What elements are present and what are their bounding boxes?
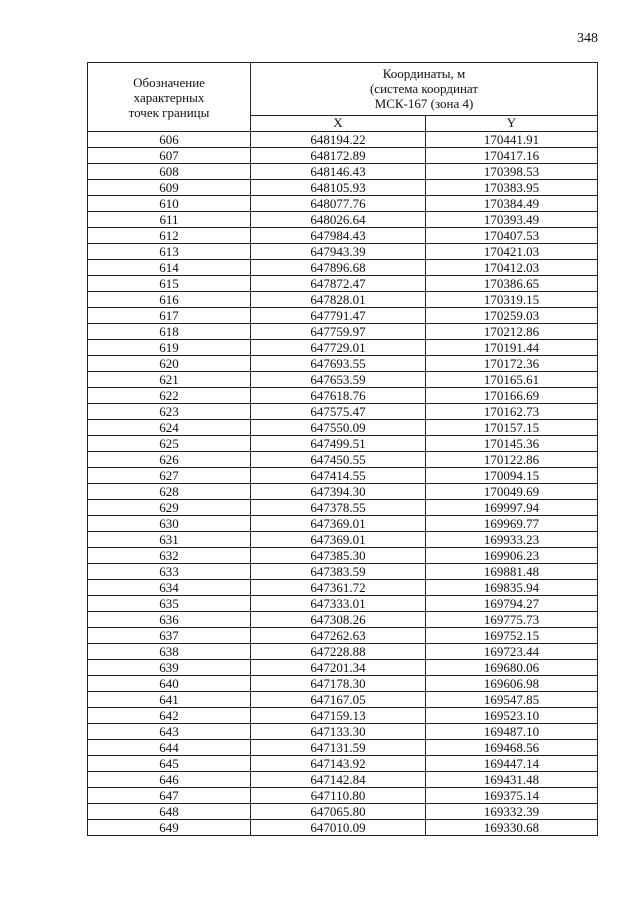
y-coordinate-cell: 169752.15 [426, 628, 598, 644]
point-id-cell: 607 [88, 148, 251, 164]
y-coordinate-cell: 170162.73 [426, 404, 598, 420]
point-id-cell: 608 [88, 164, 251, 180]
point-id-cell: 647 [88, 788, 251, 804]
x-coordinate-cell: 647618.76 [251, 388, 426, 404]
point-id-cell: 635 [88, 596, 251, 612]
y-coordinate-cell: 170386.65 [426, 276, 598, 292]
table-row [88, 500, 598, 516]
y-coordinate-cell: 170398.53 [426, 164, 598, 180]
y-coordinate-cell: 170165.61 [426, 372, 598, 388]
table-row [88, 692, 598, 708]
y-coordinate-cell: 170094.15 [426, 468, 598, 484]
table-row [88, 468, 598, 484]
x-coordinate-cell: 647896.68 [251, 260, 426, 276]
x-coordinate-cell: 647167.05 [251, 692, 426, 708]
point-id-cell: 628 [88, 484, 251, 500]
point-id-cell: 633 [88, 564, 251, 580]
x-coordinate-cell: 647201.34 [251, 660, 426, 676]
x-coordinate-cell: 647550.09 [251, 420, 426, 436]
x-coordinate-cell: 647010.09 [251, 820, 426, 836]
table-row [88, 628, 598, 644]
y-coordinate-cell: 169969.77 [426, 516, 598, 532]
y-coordinate-cell: 170049.69 [426, 484, 598, 500]
point-id-cell: 624 [88, 420, 251, 436]
point-id-cell: 642 [88, 708, 251, 724]
y-coordinate-cell: 169723.44 [426, 644, 598, 660]
x-coordinate-cell: 648105.93 [251, 180, 426, 196]
table-row [88, 196, 598, 212]
y-coordinate-cell: 169997.94 [426, 500, 598, 516]
point-id-cell: 616 [88, 292, 251, 308]
point-id-cell: 625 [88, 436, 251, 452]
x-coordinate-cell: 647414.55 [251, 468, 426, 484]
table-row [88, 484, 598, 500]
table-row [88, 580, 598, 596]
y-coordinate-cell: 169547.85 [426, 692, 598, 708]
point-id-cell: 609 [88, 180, 251, 196]
table-row [88, 164, 598, 180]
y-coordinate-cell: 169794.27 [426, 596, 598, 612]
x-coordinate-cell: 647262.63 [251, 628, 426, 644]
y-coordinate-cell: 170145.36 [426, 436, 598, 452]
table-row [88, 212, 598, 228]
y-coordinate-cell: 169835.94 [426, 580, 598, 596]
point-id-cell: 646 [88, 772, 251, 788]
x-coordinate-cell: 647142.84 [251, 772, 426, 788]
x-coordinate-cell: 648172.89 [251, 148, 426, 164]
page-number: 348 [577, 31, 598, 46]
x-coordinate-cell: 648146.43 [251, 164, 426, 180]
point-id-cell: 627 [88, 468, 251, 484]
y-coordinate-cell: 169431.48 [426, 772, 598, 788]
y-coordinate-cell: 170407.53 [426, 228, 598, 244]
coords-header-line: (система координат [369, 81, 479, 97]
y-coordinate-cell: 170259.03 [426, 308, 598, 324]
table-row [88, 308, 598, 324]
table-row [88, 148, 598, 164]
point-id-cell: 631 [88, 532, 251, 548]
point-header-line: характерных [133, 89, 205, 105]
table-row [88, 260, 598, 276]
x-coordinate-cell: 647110.80 [251, 788, 426, 804]
x-coordinate-cell: 647131.59 [251, 740, 426, 756]
point-id-cell: 626 [88, 452, 251, 468]
y-coordinate-cell: 170412.03 [426, 260, 598, 276]
x-column-header: X [251, 115, 426, 131]
y-coordinate-cell: 170122.86 [426, 452, 598, 468]
x-coordinate-cell: 647791.47 [251, 308, 426, 324]
point-id-cell: 630 [88, 516, 251, 532]
table-row [88, 660, 598, 676]
point-id-cell: 629 [88, 500, 251, 516]
x-coordinate-cell: 647308.26 [251, 612, 426, 628]
table-row [88, 516, 598, 532]
point-id-cell: 636 [88, 612, 251, 628]
y-coordinate-cell: 169906.23 [426, 548, 598, 564]
table-row [88, 532, 598, 548]
point-id-cell: 618 [88, 324, 251, 340]
y-coordinate-cell: 169487.10 [426, 724, 598, 740]
point-id-cell: 648 [88, 804, 251, 820]
y-coordinate-cell: 169523.10 [426, 708, 598, 724]
y-coordinate-cell: 169332.39 [426, 804, 598, 820]
point-id-cell: 617 [88, 308, 251, 324]
x-coordinate-cell: 647333.01 [251, 596, 426, 612]
x-coordinate-cell: 647133.30 [251, 724, 426, 740]
x-coordinate-cell: 647143.92 [251, 756, 426, 772]
point-id-cell: 623 [88, 404, 251, 420]
point-header-line: Обозначение [133, 74, 205, 90]
coordinates-table [87, 62, 598, 836]
point-id-cell: 612 [88, 228, 251, 244]
y-coordinate-cell: 170157.15 [426, 420, 598, 436]
y-coordinate-cell: 169881.48 [426, 564, 598, 580]
point-id-cell: 632 [88, 548, 251, 564]
y-coordinate-cell: 169468.56 [426, 740, 598, 756]
point-id-cell: 637 [88, 628, 251, 644]
table-row [88, 820, 598, 836]
table-row [88, 756, 598, 772]
table-row [88, 372, 598, 388]
table-row [88, 340, 598, 356]
point-id-cell: 614 [88, 260, 251, 276]
point-header-line: точек границы [128, 104, 210, 120]
table-row [88, 324, 598, 340]
table-row [88, 564, 598, 580]
point-designation-header [88, 63, 251, 132]
y-column-header: Y [426, 115, 598, 131]
table-row [88, 788, 598, 804]
x-coordinate-cell: 647693.55 [251, 356, 426, 372]
x-coordinate-cell: 648194.22 [251, 132, 426, 148]
table-row [88, 452, 598, 468]
x-coordinate-cell: 647378.55 [251, 500, 426, 516]
x-coordinate-cell: 648026.64 [251, 212, 426, 228]
point-id-cell: 621 [88, 372, 251, 388]
table-row [88, 676, 598, 692]
y-coordinate-cell: 169775.73 [426, 612, 598, 628]
table-row [88, 404, 598, 420]
x-coordinate-cell: 647984.43 [251, 228, 426, 244]
x-coordinate-cell: 647450.55 [251, 452, 426, 468]
table-row [88, 228, 598, 244]
x-coordinate-cell: 647369.01 [251, 516, 426, 532]
coordinates-header [251, 63, 598, 116]
x-coordinate-cell: 647178.30 [251, 676, 426, 692]
y-coordinate-cell: 169933.23 [426, 532, 598, 548]
x-coordinate-cell: 647759.97 [251, 324, 426, 340]
y-coordinate-cell: 170384.49 [426, 196, 598, 212]
table-row [88, 612, 598, 628]
x-coordinate-cell: 647361.72 [251, 580, 426, 596]
table-body [88, 132, 598, 836]
x-coordinate-cell: 647394.30 [251, 484, 426, 500]
coords-header-line: МСК-167 (зона 4) [374, 96, 474, 112]
table-row [88, 708, 598, 724]
table-row [88, 388, 598, 404]
x-coordinate-cell: 647943.39 [251, 244, 426, 260]
table-row [88, 596, 598, 612]
table-row [88, 548, 598, 564]
x-coordinate-cell: 647159.13 [251, 708, 426, 724]
table-row [88, 244, 598, 260]
x-coordinate-cell: 648077.76 [251, 196, 426, 212]
table-row [88, 772, 598, 788]
table-row [88, 436, 598, 452]
x-coordinate-cell: 647228.88 [251, 644, 426, 660]
y-coordinate-cell: 169606.98 [426, 676, 598, 692]
y-coordinate-cell: 170172.36 [426, 356, 598, 372]
y-coordinate-cell: 170319.15 [426, 292, 598, 308]
x-coordinate-cell: 647828.01 [251, 292, 426, 308]
y-coordinate-cell: 169447.14 [426, 756, 598, 772]
point-id-cell: 638 [88, 644, 251, 660]
point-id-cell: 615 [88, 276, 251, 292]
x-coordinate-cell: 647383.59 [251, 564, 426, 580]
table-row [88, 132, 598, 148]
point-id-cell: 613 [88, 244, 251, 260]
table-row [88, 356, 598, 372]
table-row [88, 740, 598, 756]
point-id-cell: 622 [88, 388, 251, 404]
x-coordinate-cell: 647575.47 [251, 404, 426, 420]
y-coordinate-cell: 170441.91 [426, 132, 598, 148]
table-row [88, 420, 598, 436]
x-coordinate-cell: 647065.80 [251, 804, 426, 820]
y-coordinate-cell: 170383.95 [426, 180, 598, 196]
table-row [88, 180, 598, 196]
y-coordinate-cell: 170212.86 [426, 324, 598, 340]
table-row [88, 276, 598, 292]
y-coordinate-cell: 169375.14 [426, 788, 598, 804]
x-coordinate-cell: 647499.51 [251, 436, 426, 452]
y-coordinate-cell: 170166.69 [426, 388, 598, 404]
x-coordinate-cell: 647369.01 [251, 532, 426, 548]
table-row [88, 644, 598, 660]
point-id-cell: 639 [88, 660, 251, 676]
point-id-cell: 634 [88, 580, 251, 596]
x-coordinate-cell: 647385.30 [251, 548, 426, 564]
coords-header-line: Координаты, м [382, 66, 466, 82]
x-coordinate-cell: 647729.01 [251, 340, 426, 356]
point-id-cell: 644 [88, 740, 251, 756]
point-id-cell: 619 [88, 340, 251, 356]
table-header [88, 63, 598, 132]
point-id-cell: 606 [88, 132, 251, 148]
y-coordinate-cell: 169330.68 [426, 820, 598, 836]
y-coordinate-cell: 170393.49 [426, 212, 598, 228]
point-id-cell: 641 [88, 692, 251, 708]
y-coordinate-cell: 169680.06 [426, 660, 598, 676]
point-id-cell: 611 [88, 212, 251, 228]
point-id-cell: 620 [88, 356, 251, 372]
point-id-cell: 643 [88, 724, 251, 740]
y-coordinate-cell: 170421.03 [426, 244, 598, 260]
point-id-cell: 649 [88, 820, 251, 836]
point-id-cell: 610 [88, 196, 251, 212]
point-id-cell: 645 [88, 756, 251, 772]
point-id-cell: 640 [88, 676, 251, 692]
x-coordinate-cell: 647653.59 [251, 372, 426, 388]
table-row [88, 804, 598, 820]
x-coordinate-cell: 647872.47 [251, 276, 426, 292]
y-coordinate-cell: 170191.44 [426, 340, 598, 356]
table-row [88, 292, 598, 308]
table-row [88, 724, 598, 740]
y-coordinate-cell: 170417.16 [426, 148, 598, 164]
